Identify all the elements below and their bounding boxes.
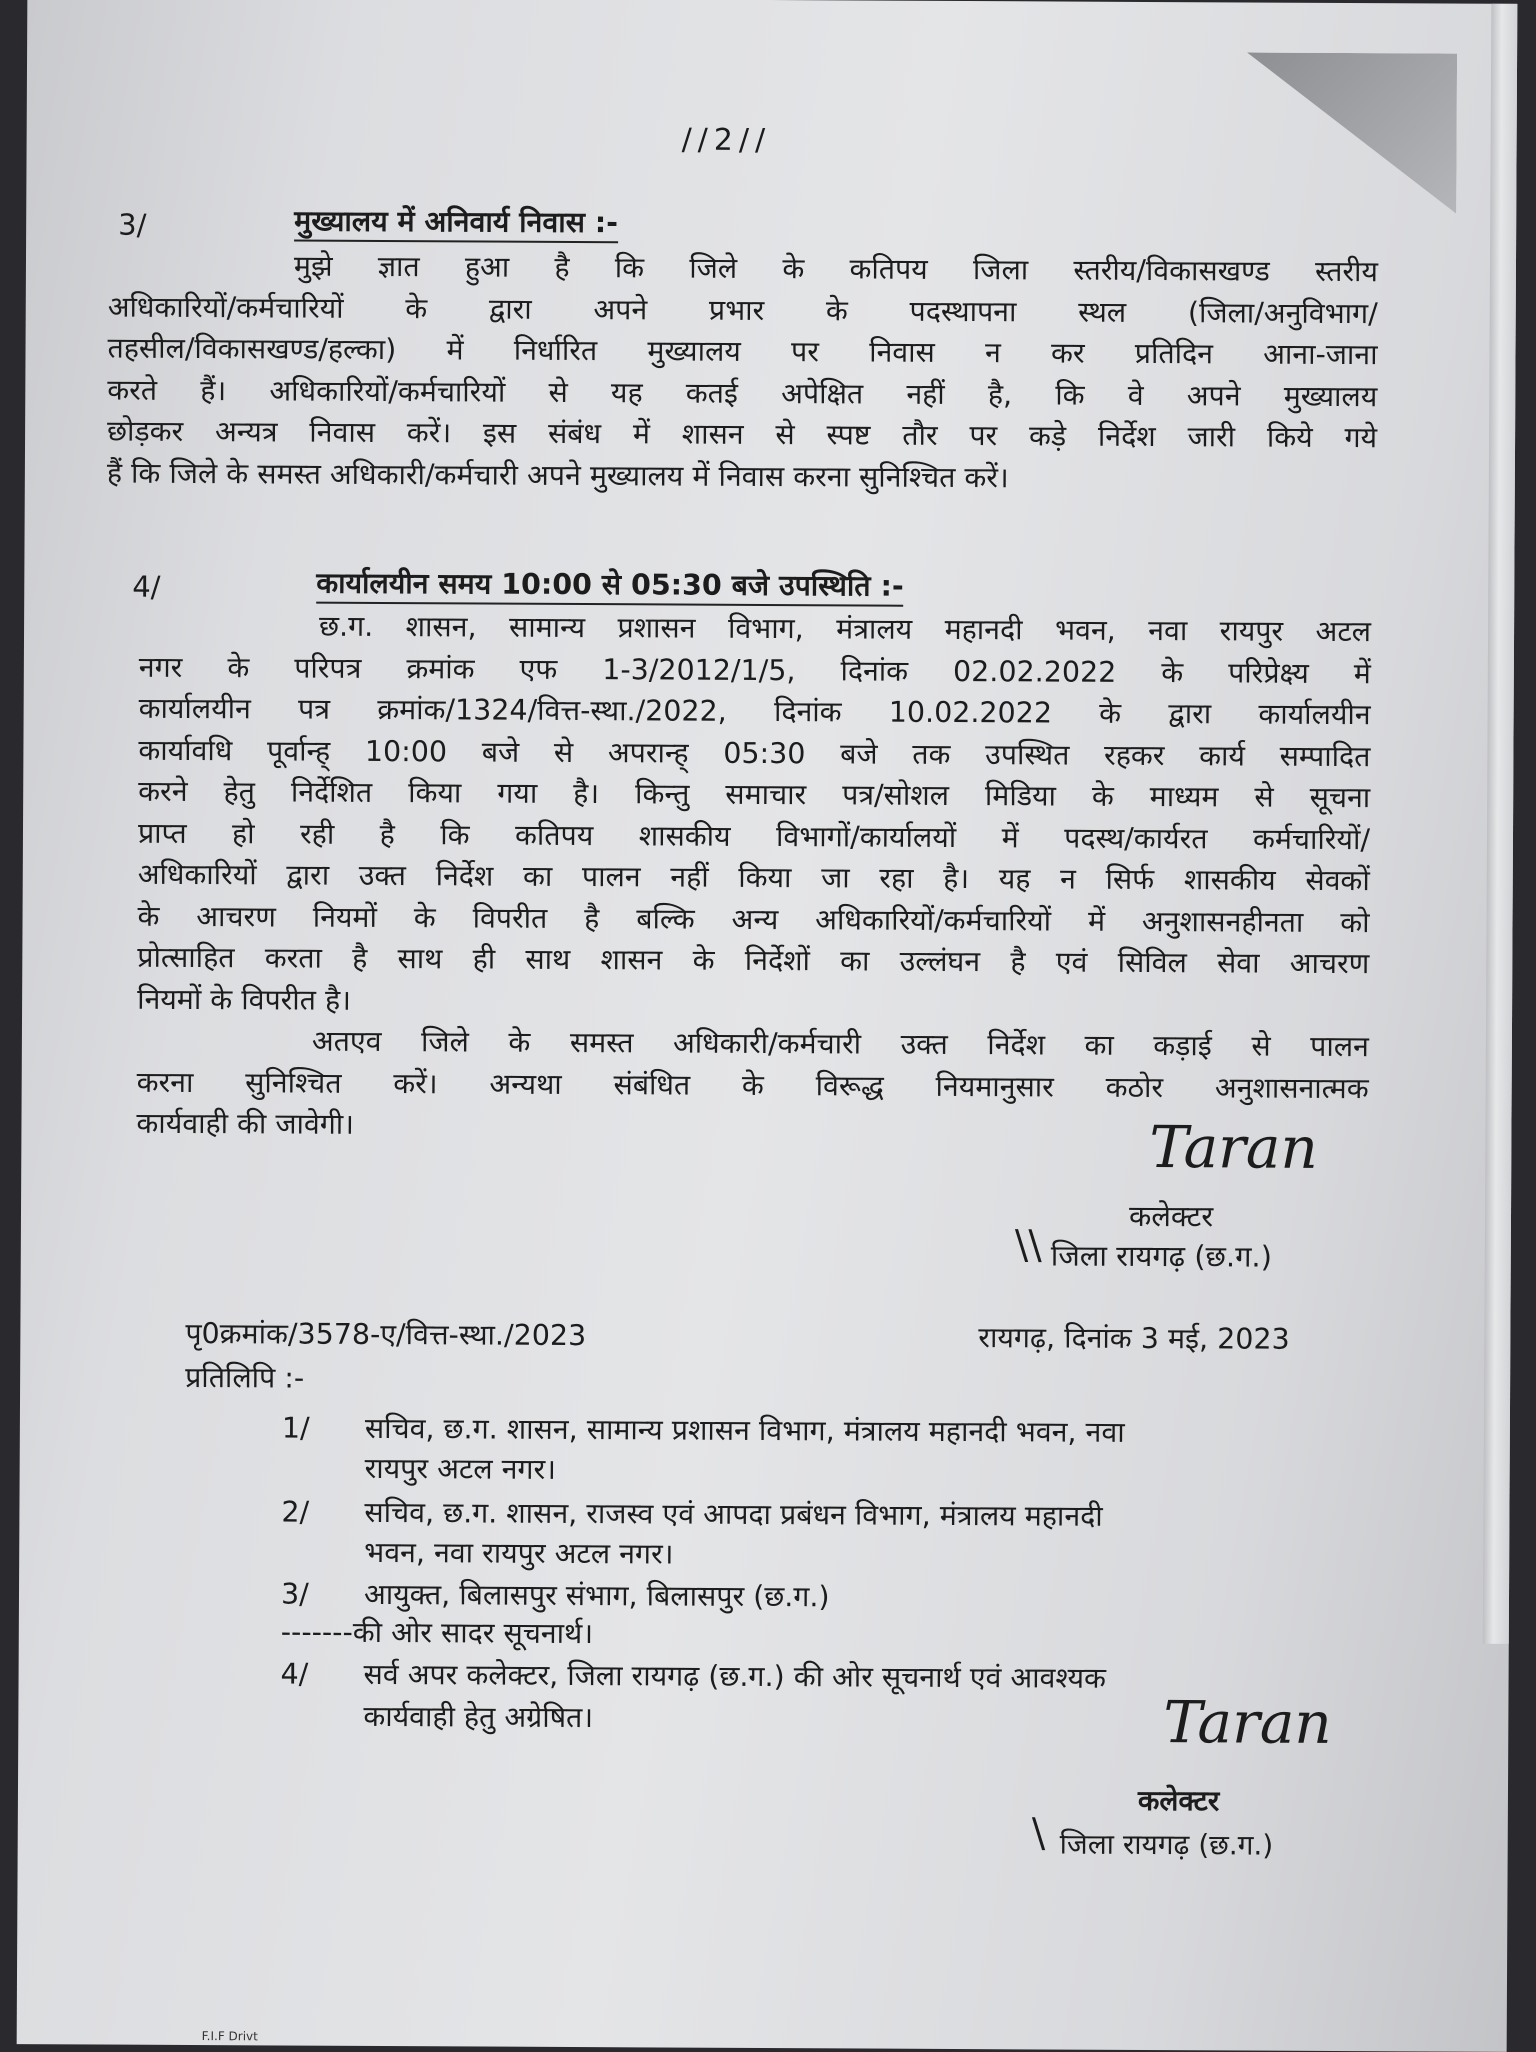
copy-item-number: 4/ (280, 1657, 309, 1691)
copy-item-number: 2/ (281, 1495, 310, 1529)
signature-designation: कलेक्टर (1128, 1198, 1214, 1234)
copy-item-line: आयुक्त, बिलासपुर संभाग, बिलासपुर (छ.ग.) (363, 1577, 830, 1614)
section-4-number: 4/ (132, 569, 161, 604)
section-4-line: प्रोत्साहित करता है साथ ही साथ शासन के निर्देशों का उल्लंघन है एवं सिविल सेवा आचरण (137, 940, 1370, 981)
collector-signature-2: Taran (1163, 1688, 1332, 1757)
section-4-heading: कार्यालयीन समय 10:00 से 05:30 बजे उपस्थिति :- (316, 566, 904, 607)
section-4-line: कार्यावधि पूर्वान्ह् 10:00 बजे से अपरान्ह् 05:30 बजे तक उपस्थित रहकर कार्य सम्पादित (138, 733, 1371, 773)
endorsement-date: रायगढ़, दिनांक 3 मई, 2023 (978, 1321, 1290, 1356)
folded-corner (1246, 53, 1457, 214)
page-number: //2// (681, 122, 772, 159)
section-4-conclusion-line: अतएव जिले के समस्त अधिकारी/कर्मचारी उक्त निर्देश का कड़ाई से पालन (311, 1024, 1369, 1064)
section-3-heading: मुख्यालय में अनिवार्य निवास :- (294, 204, 618, 244)
section-4-line: नगर के परिपत्र क्रमांक एफ 1-3/2012/1/5, दिनांक 02.02.2022 के परिप्रेक्ष्य में (138, 650, 1371, 690)
section-3-line: छोड़कर अन्यत्र निवास करें। इस संबंध में शासन से स्पष्ट तौर पर कड़े निर्देश जारी किये गये (107, 414, 1378, 455)
copy-item-line: सचिव, छ.ग. शासन, राजस्व एवं आपदा प्रबंधन विभाग, मंत्रालय महानदी (364, 1495, 1103, 1533)
footer-mark: F.I.F Drivt (201, 2029, 258, 2044)
signature-2-designation: कलेक्टर (1137, 1783, 1220, 1818)
section-3-line: अधिकारियों/कर्मचारियों के द्वारा अपने प्रभार के पदस्थापना स्थल (जिला/अनुविभाग/ (107, 290, 1378, 330)
section-3-line: तहसील/विकासखण्ड/हल्का) में निर्धारित मुख्यालय पर निवास न कर प्रतिदिन आना-जाना (107, 331, 1378, 372)
signature-2-district: जिला रायगढ़ (छ.ग.) (1059, 1827, 1274, 1862)
section-4-line: नियमों के विपरीत है। (137, 982, 352, 1017)
section-4-conclusion-line: कार्यवाही की जावेगी। (136, 1106, 355, 1141)
document-page (17, 0, 1518, 2052)
endorsement-number: पृ0क्रमांक/3578-ए/वित्त-स्था./2023 (185, 1316, 587, 1353)
signature-district: जिला रायगढ़ (छ.ग.) (1050, 1238, 1273, 1274)
section-3-body (107, 245, 1378, 501)
section-4-line: कार्यालयीन पत्र क्रमांक/1324/वित्त-स्था./2022, दिनांक 10.02.2022 के द्वारा कार्यालयीन (138, 691, 1371, 732)
copy-item-line: सर्व अपर कलेक्टर, जिला रायगढ़ (छ.ग.) की ओर सूचनार्थ एवं आवश्यक (363, 1657, 1107, 1695)
copy-item-line: कार्यवाही हेतु अग्रेषित। (363, 1699, 594, 1735)
section-4-line: करने हेतु निर्देशित किया गया है। किन्तु समाचार पत्र/सोशल मिडिया के माध्यम से सूचना (138, 774, 1371, 815)
section-3-line: करते हैं। अधिकारियों/कर्मचारियों से यह कतई अपेक्षित नहीं है, कि वे अपने मुख्यालय (107, 373, 1378, 413)
signature-2-mark: \ (1031, 1810, 1046, 1857)
section-4-line: अधिकारियों द्वारा उक्त निर्देश का पालन नहीं किया जा रहा है। यह न सिर्फ शासकीय सेवकों (137, 857, 1370, 898)
section-4-body (136, 605, 1371, 1151)
signature-mark: \\ (1014, 1222, 1042, 1269)
section-4-conclusion-line: करना सुनिश्चित करें। अन्यथा संबंधित के विरूद्ध नियमानुसार कठोर अनुशासनात्मक (136, 1065, 1369, 1105)
section-4-line: छ.ग. शासन, सामान्य प्रशासन विभाग, मंत्रालय महानदी भवन, नवा रायपुर अटल (318, 609, 1372, 649)
section-3-number: 3/ (118, 207, 147, 242)
copy-forward-note: -------की ओर सादर सूचनार्थ। (280, 1615, 594, 1651)
copy-item-number: 3/ (280, 1577, 309, 1611)
section-3-line: हैं कि जिले के समस्त अधिकारी/कर्मचारी अपने मुख्यालय में निवास करना सुनिश्चित करें। (106, 456, 1009, 494)
copy-to-label: प्रतिलिपि :- (185, 1360, 305, 1395)
copy-item-line: सचिव, छ.ग. शासन, सामान्य प्रशासन विभाग, मंत्रालय महानदी भवन, नवा (364, 1411, 1125, 1449)
section-4-line: प्राप्त हो रही है कि कतिपय शासकीय विभागों/कार्यालयों में पदस्थ/कार्यरत कर्मचारियों/ (137, 816, 1371, 856)
section-4-line: के आचरण नियमों के विपरीत है बल्कि अन्य अधिकारियों/कर्मचारियों में अनुशासनहीनता को (137, 899, 1370, 939)
copy-item-line: रायपुर अटल नगर। (364, 1451, 557, 1486)
section-3-line: मुझे ज्ञात हुआ है कि जिले के कतिपय जिला स्तरीय/विकासखण्ड स्तरीय (293, 249, 1379, 289)
copy-item-number: 1/ (281, 1411, 310, 1445)
copy-item-line: भवन, नवा रायपुर अटल नगर। (364, 1535, 674, 1571)
page-edge (1483, 4, 1518, 1644)
collector-signature: Taran (1149, 1113, 1318, 1182)
